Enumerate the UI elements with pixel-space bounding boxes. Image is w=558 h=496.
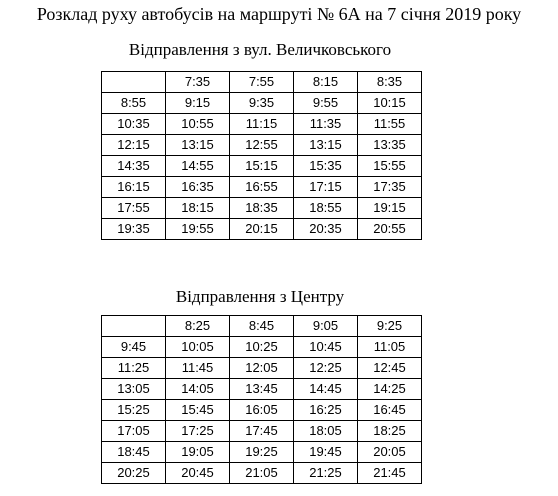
- time-cell: 12:25: [294, 358, 358, 379]
- time-cell: 9:35: [230, 93, 294, 114]
- time-cell: 11:45: [166, 358, 230, 379]
- page-title: Розклад руху автобусів на маршруті № 6А на 7 січня 2019 року: [36, 4, 522, 24]
- time-cell: 11:05: [358, 337, 422, 358]
- time-cell: 11:25: [102, 358, 166, 379]
- time-cell: 14:05: [166, 379, 230, 400]
- time-cell: 15:45: [166, 400, 230, 421]
- table-row: [102, 442, 422, 463]
- time-cell: 9:15: [166, 93, 230, 114]
- table-row: [102, 135, 422, 156]
- schedule-table-velychkovskoho: [101, 71, 422, 240]
- time-cell: 11:35: [294, 114, 358, 135]
- table-row: [102, 219, 422, 240]
- time-cell: 7:35: [166, 72, 230, 93]
- time-cell: 21:45: [358, 463, 422, 484]
- time-cell: 19:15: [358, 198, 422, 219]
- time-cell: 9:45: [102, 337, 166, 358]
- table-row: [102, 114, 422, 135]
- time-cell: 15:25: [102, 400, 166, 421]
- time-cell: 11:15: [230, 114, 294, 135]
- time-cell: 20:55: [358, 219, 422, 240]
- time-cell: 10:05: [166, 337, 230, 358]
- time-cell: 12:15: [102, 135, 166, 156]
- time-cell: 21:25: [294, 463, 358, 484]
- time-cell: 18:45: [102, 442, 166, 463]
- table-row: [102, 463, 422, 484]
- table-row: [102, 177, 422, 198]
- time-cell: 16:05: [230, 400, 294, 421]
- time-cell: 8:15: [294, 72, 358, 93]
- time-cell: 20:45: [166, 463, 230, 484]
- time-cell: 7:55: [230, 72, 294, 93]
- time-cell: 9:25: [358, 316, 422, 337]
- time-cell: 20:05: [358, 442, 422, 463]
- time-cell: 19:05: [166, 442, 230, 463]
- time-cell: 13:45: [230, 379, 294, 400]
- time-cell: 20:35: [294, 219, 358, 240]
- time-cell: 13:05: [102, 379, 166, 400]
- time-cell: 8:45: [230, 316, 294, 337]
- time-cell: 9:55: [294, 93, 358, 114]
- time-cell: 21:05: [230, 463, 294, 484]
- time-cell: 9:05: [294, 316, 358, 337]
- time-cell: 17:25: [166, 421, 230, 442]
- time-cell: 20:15: [230, 219, 294, 240]
- time-cell: 13:35: [358, 135, 422, 156]
- time-cell: 19:45: [294, 442, 358, 463]
- time-cell: 12:55: [230, 135, 294, 156]
- time-cell: 10:25: [230, 337, 294, 358]
- time-cell: 10:55: [166, 114, 230, 135]
- time-cell: 16:15: [102, 177, 166, 198]
- time-cell: 14:25: [358, 379, 422, 400]
- time-cell: 20:25: [102, 463, 166, 484]
- time-cell: 8:25: [166, 316, 230, 337]
- time-cell: 16:25: [294, 400, 358, 421]
- table-row: [102, 379, 422, 400]
- time-cell: 11:55: [358, 114, 422, 135]
- time-cell: 19:35: [102, 219, 166, 240]
- time-cell: [102, 72, 166, 93]
- time-cell: 18:15: [166, 198, 230, 219]
- time-cell: 10:45: [294, 337, 358, 358]
- time-cell: 12:45: [358, 358, 422, 379]
- time-cell: 10:15: [358, 93, 422, 114]
- table-row: [102, 421, 422, 442]
- table-row: [102, 316, 422, 337]
- time-cell: 8:55: [102, 93, 166, 114]
- table-row: [102, 400, 422, 421]
- time-cell: 14:55: [166, 156, 230, 177]
- time-cell: 8:35: [358, 72, 422, 93]
- time-cell: 17:15: [294, 177, 358, 198]
- time-cell: 14:45: [294, 379, 358, 400]
- time-cell: 17:45: [230, 421, 294, 442]
- section-heading-velychkovskoho: Відправлення з вул. Величковського: [128, 40, 392, 59]
- time-cell: 19:55: [166, 219, 230, 240]
- time-cell: 18:25: [358, 421, 422, 442]
- time-cell: 13:15: [166, 135, 230, 156]
- time-cell: 13:15: [294, 135, 358, 156]
- schedule-table-center: [101, 315, 422, 484]
- time-cell: 17:35: [358, 177, 422, 198]
- table-row: [102, 358, 422, 379]
- time-cell: 15:35: [294, 156, 358, 177]
- section-heading-center: Відправлення з Центру: [175, 287, 345, 306]
- time-cell: 17:55: [102, 198, 166, 219]
- time-cell: 16:35: [166, 177, 230, 198]
- time-cell: 15:15: [230, 156, 294, 177]
- time-cell: 17:05: [102, 421, 166, 442]
- time-cell: 18:35: [230, 198, 294, 219]
- time-cell: 14:35: [102, 156, 166, 177]
- table-row: [102, 156, 422, 177]
- time-cell: 10:35: [102, 114, 166, 135]
- table-row: [102, 72, 422, 93]
- table-row: [102, 93, 422, 114]
- time-cell: 16:45: [358, 400, 422, 421]
- time-cell: 18:05: [294, 421, 358, 442]
- table-row: [102, 337, 422, 358]
- time-cell: 16:55: [230, 177, 294, 198]
- time-cell: 12:05: [230, 358, 294, 379]
- time-cell: 19:25: [230, 442, 294, 463]
- time-cell: 15:55: [358, 156, 422, 177]
- table-row: [102, 198, 422, 219]
- time-cell: 18:55: [294, 198, 358, 219]
- time-cell: [102, 316, 166, 337]
